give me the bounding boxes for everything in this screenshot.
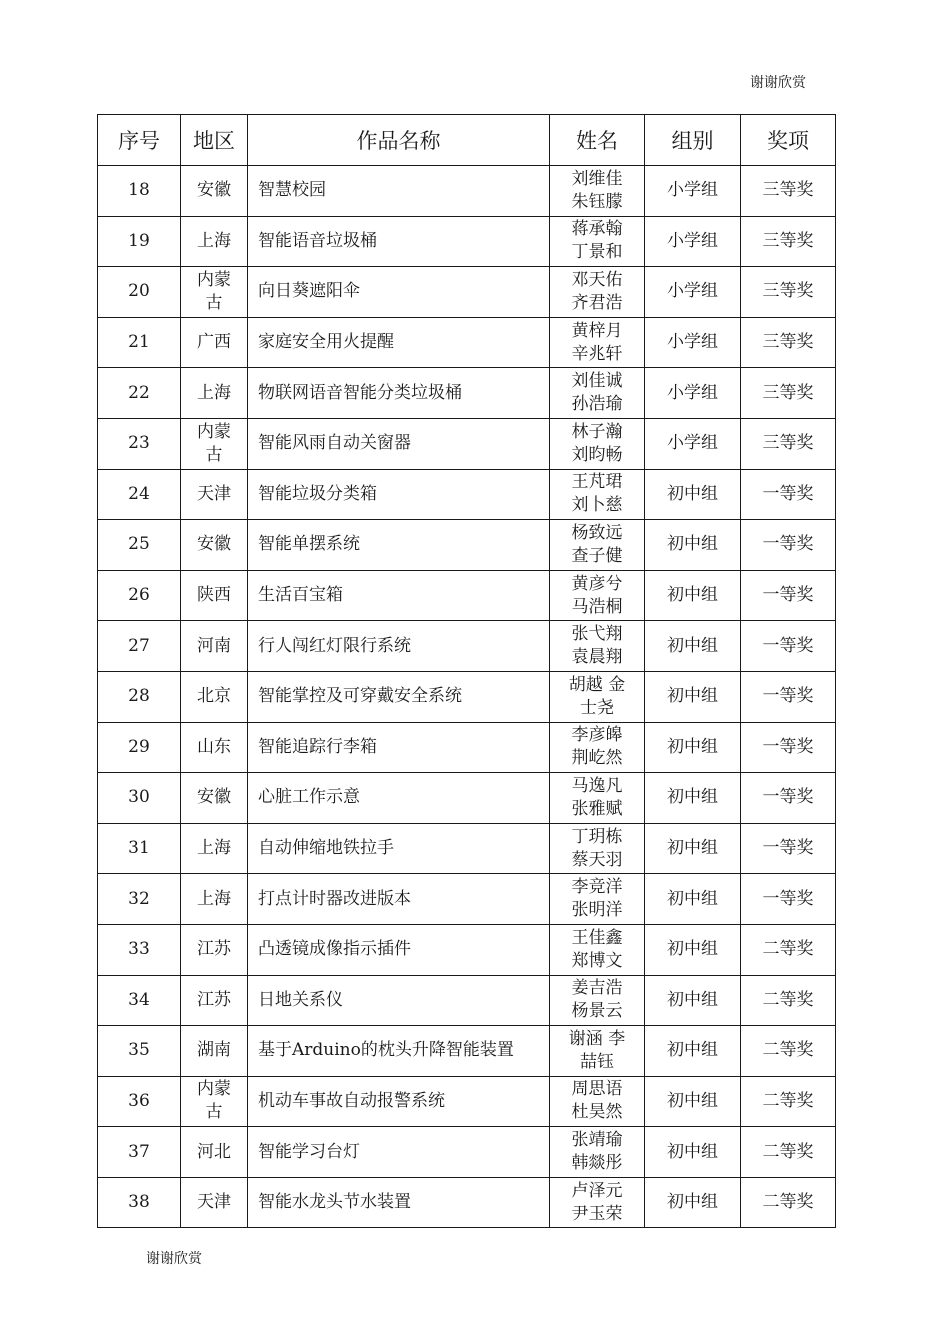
cell-group bbox=[645, 317, 741, 368]
cell-student-name bbox=[550, 1076, 645, 1127]
header-award: 奖项 bbox=[741, 115, 836, 166]
table-row bbox=[98, 216, 836, 267]
cell-index bbox=[98, 621, 181, 672]
cell-group bbox=[645, 773, 741, 824]
cell-index bbox=[98, 874, 181, 925]
table-row bbox=[98, 621, 836, 672]
cell-region-text: 江苏 bbox=[197, 939, 231, 960]
cell-region bbox=[181, 216, 248, 267]
cell-work-name-text: 智能追踪行李箱 bbox=[258, 736, 377, 757]
cell-group bbox=[645, 368, 741, 419]
cell-region bbox=[181, 267, 248, 318]
cell-student-name-text: 王芃珺刘卜慈 bbox=[571, 472, 623, 516]
table-row bbox=[98, 671, 836, 722]
cell-work-name bbox=[248, 520, 550, 571]
table-row bbox=[98, 924, 836, 975]
cell-region-text: 上海 bbox=[197, 838, 231, 859]
cell-region bbox=[181, 166, 248, 217]
cell-student-name-text: 卢泽元尹玉荣 bbox=[571, 1180, 623, 1224]
cell-award-text: 一等奖 bbox=[762, 838, 814, 859]
cell-award bbox=[741, 317, 836, 368]
cell-region bbox=[181, 722, 248, 773]
cell-work-name bbox=[248, 1076, 550, 1127]
cell-group bbox=[645, 722, 741, 773]
cell-award bbox=[741, 671, 836, 722]
cell-work-name-text: 智能语音垃圾桶 bbox=[258, 230, 377, 251]
cell-region-text: 天津 bbox=[197, 483, 231, 504]
cell-award bbox=[741, 216, 836, 267]
cell-index bbox=[98, 823, 181, 874]
cell-work-name bbox=[248, 1026, 550, 1077]
header-row bbox=[98, 115, 836, 166]
cell-region bbox=[181, 520, 248, 571]
cell-award bbox=[741, 874, 836, 925]
cell-group-text: 小学组 bbox=[667, 433, 718, 454]
cell-work-name-text: 打点计时器改进版本 bbox=[258, 888, 411, 909]
cell-group bbox=[645, 874, 741, 925]
cell-student-name bbox=[550, 520, 645, 571]
cell-student-name bbox=[550, 924, 645, 975]
cell-group bbox=[645, 671, 741, 722]
cell-award-text: 三等奖 bbox=[762, 433, 814, 454]
cell-group-text: 初中组 bbox=[667, 686, 718, 707]
cell-index bbox=[98, 166, 181, 217]
cell-work-name-text: 智能风雨自动关窗器 bbox=[258, 433, 411, 454]
cell-region bbox=[181, 1076, 248, 1127]
cell-index bbox=[98, 317, 181, 368]
cell-work-name-text: 机动车事故自动报警系统 bbox=[258, 1090, 445, 1111]
cell-student-name bbox=[550, 722, 645, 773]
cell-group bbox=[645, 469, 741, 520]
cell-group-text: 初中组 bbox=[667, 888, 718, 909]
cell-student-name-text: 谢涵 李喆钰 bbox=[568, 1028, 626, 1072]
cell-award bbox=[741, 267, 836, 318]
cell-student-name-text: 蒋承翰丁景和 bbox=[571, 219, 623, 263]
cell-student-name bbox=[550, 671, 645, 722]
cell-work-name bbox=[248, 621, 550, 672]
cell-region-text: 安徽 bbox=[197, 534, 231, 555]
cell-region-text: 北京 bbox=[197, 686, 231, 707]
cell-student-name-text: 黄彦兮马浩桐 bbox=[571, 573, 623, 617]
cell-award-text: 一等奖 bbox=[762, 787, 814, 808]
cell-index-text: 19 bbox=[128, 230, 150, 251]
cell-student-name bbox=[550, 874, 645, 925]
cell-award-text: 二等奖 bbox=[762, 939, 814, 960]
table-row bbox=[98, 520, 836, 571]
cell-group bbox=[645, 1177, 741, 1228]
cell-student-name-text: 李竞洋张明洋 bbox=[571, 877, 623, 921]
cell-student-name bbox=[550, 1177, 645, 1228]
cell-work-name bbox=[248, 924, 550, 975]
cell-award bbox=[741, 368, 836, 419]
cell-award-text: 二等奖 bbox=[762, 1141, 814, 1162]
cell-index bbox=[98, 1177, 181, 1228]
cell-region bbox=[181, 1026, 248, 1077]
cell-student-name-text: 马逸凡张雅赋 bbox=[571, 775, 623, 819]
cell-award bbox=[741, 469, 836, 520]
table-row bbox=[98, 570, 836, 621]
cell-work-name-text: 智能掌控及可穿戴安全系统 bbox=[258, 686, 462, 707]
cell-work-name-text: 心脏工作示意 bbox=[258, 787, 360, 808]
cell-award bbox=[741, 1076, 836, 1127]
cell-index-text: 20 bbox=[128, 281, 150, 302]
cell-work-name-text: 行人闯红灯限行系统 bbox=[258, 635, 411, 656]
cell-group-text: 小学组 bbox=[667, 332, 718, 353]
cell-index bbox=[98, 267, 181, 318]
cell-student-name-text: 丁玥栋蔡天羽 bbox=[571, 826, 623, 870]
cell-award-text: 一等奖 bbox=[762, 585, 814, 606]
cell-index-text: 31 bbox=[128, 838, 150, 859]
cell-index bbox=[98, 924, 181, 975]
cell-group bbox=[645, 166, 741, 217]
cell-group bbox=[645, 975, 741, 1026]
cell-index-text: 32 bbox=[128, 888, 150, 909]
cell-group bbox=[645, 621, 741, 672]
cell-student-name-text: 刘佳诚孙浩瑜 bbox=[571, 371, 623, 415]
page-footer-note: 谢谢欣赏 bbox=[146, 1251, 202, 1267]
cell-group bbox=[645, 418, 741, 469]
cell-award bbox=[741, 570, 836, 621]
cell-student-name bbox=[550, 267, 645, 318]
cell-student-name bbox=[550, 469, 645, 520]
cell-group-text: 小学组 bbox=[667, 180, 718, 201]
cell-student-name bbox=[550, 418, 645, 469]
cell-group bbox=[645, 520, 741, 571]
cell-award bbox=[741, 1026, 836, 1077]
cell-index bbox=[98, 975, 181, 1026]
cell-work-name bbox=[248, 773, 550, 824]
cell-region bbox=[181, 368, 248, 419]
table-row bbox=[98, 1026, 836, 1077]
cell-award bbox=[741, 722, 836, 773]
cell-region-text: 安徽 bbox=[197, 180, 231, 201]
cell-award bbox=[741, 773, 836, 824]
cell-index bbox=[98, 1127, 181, 1178]
cell-award-text: 一等奖 bbox=[762, 635, 814, 656]
cell-award-text: 一等奖 bbox=[762, 888, 814, 909]
cell-index bbox=[98, 469, 181, 520]
cell-group-text: 初中组 bbox=[667, 635, 718, 656]
cell-group-text: 初中组 bbox=[667, 585, 718, 606]
cell-work-name bbox=[248, 469, 550, 520]
cell-group-text: 初中组 bbox=[667, 1090, 718, 1111]
cell-work-name bbox=[248, 216, 550, 267]
table-row bbox=[98, 1177, 836, 1228]
cell-index bbox=[98, 216, 181, 267]
cell-student-name-text: 张弋翔袁晨翔 bbox=[571, 624, 623, 668]
cell-region-text: 广西 bbox=[197, 332, 231, 353]
cell-group-text: 初中组 bbox=[667, 1141, 718, 1162]
cell-region-text: 内蒙古 bbox=[197, 1079, 231, 1123]
cell-student-name-text: 张靖瑜韩燚彤 bbox=[571, 1130, 623, 1174]
cell-group-text: 小学组 bbox=[667, 382, 718, 403]
cell-work-name-text: 向日葵遮阳伞 bbox=[258, 281, 360, 302]
cell-student-name-text: 王佳鑫郑博文 bbox=[571, 927, 623, 971]
cell-index-text: 33 bbox=[128, 939, 150, 960]
cell-award-text: 一等奖 bbox=[762, 534, 814, 555]
cell-award-text: 三等奖 bbox=[762, 230, 814, 251]
cell-work-name bbox=[248, 368, 550, 419]
cell-index bbox=[98, 418, 181, 469]
cell-work-name bbox=[248, 1177, 550, 1228]
cell-award bbox=[741, 975, 836, 1026]
cell-award-text: 二等奖 bbox=[762, 1192, 814, 1213]
cell-group bbox=[645, 267, 741, 318]
cell-student-name-text: 刘维佳朱钰朦 bbox=[571, 168, 623, 212]
cell-group-text: 初中组 bbox=[667, 1192, 718, 1213]
cell-index bbox=[98, 368, 181, 419]
cell-group-text: 初中组 bbox=[667, 787, 718, 808]
cell-index bbox=[98, 773, 181, 824]
cell-group-text: 小学组 bbox=[667, 230, 718, 251]
header-index: 序号 bbox=[98, 115, 181, 166]
cell-group-text: 初中组 bbox=[667, 939, 718, 960]
cell-group-text: 初中组 bbox=[667, 736, 718, 757]
cell-award bbox=[741, 1127, 836, 1178]
table-row bbox=[98, 1127, 836, 1178]
cell-award bbox=[741, 924, 836, 975]
cell-work-name-text: 智能垃圾分类箱 bbox=[258, 483, 377, 504]
cell-work-name bbox=[248, 418, 550, 469]
cell-index bbox=[98, 520, 181, 571]
cell-index-text: 29 bbox=[128, 736, 150, 757]
cell-award bbox=[741, 166, 836, 217]
cell-index-text: 24 bbox=[128, 483, 150, 504]
cell-work-name-text: 自动伸缩地铁拉手 bbox=[258, 838, 394, 859]
cell-index bbox=[98, 671, 181, 722]
cell-index-text: 26 bbox=[128, 585, 150, 606]
cell-work-name bbox=[248, 166, 550, 217]
cell-award-text: 三等奖 bbox=[762, 281, 814, 302]
cell-student-name bbox=[550, 975, 645, 1026]
cell-region bbox=[181, 317, 248, 368]
cell-region bbox=[181, 418, 248, 469]
cell-group bbox=[645, 924, 741, 975]
cell-award-text: 三等奖 bbox=[762, 332, 814, 353]
cell-region-text: 内蒙古 bbox=[197, 269, 231, 313]
cell-award bbox=[741, 418, 836, 469]
cell-region bbox=[181, 671, 248, 722]
cell-award bbox=[741, 823, 836, 874]
cell-group bbox=[645, 1026, 741, 1077]
cell-student-name-text: 杨致远查子健 bbox=[571, 522, 623, 566]
cell-region-text: 陕西 bbox=[197, 585, 231, 606]
cell-group bbox=[645, 1076, 741, 1127]
cell-work-name bbox=[248, 975, 550, 1026]
cell-index-text: 35 bbox=[128, 1040, 150, 1061]
cell-group-text: 初中组 bbox=[667, 838, 718, 859]
cell-index-text: 38 bbox=[128, 1192, 150, 1213]
cell-index-text: 25 bbox=[128, 534, 150, 555]
table-row bbox=[98, 1076, 836, 1127]
table-row bbox=[98, 317, 836, 368]
cell-student-name-text: 周思语杜昊然 bbox=[571, 1079, 623, 1123]
cell-group bbox=[645, 216, 741, 267]
cell-work-name-text: 基于Arduino的枕头升降智能装置 bbox=[258, 1040, 514, 1061]
cell-region bbox=[181, 621, 248, 672]
cell-award bbox=[741, 520, 836, 571]
cell-student-name bbox=[550, 621, 645, 672]
cell-group-text: 初中组 bbox=[667, 483, 718, 504]
cell-region-text: 安徽 bbox=[197, 787, 231, 808]
cell-index bbox=[98, 722, 181, 773]
cell-work-name bbox=[248, 874, 550, 925]
cell-student-name bbox=[550, 773, 645, 824]
cell-region bbox=[181, 570, 248, 621]
cell-award-text: 二等奖 bbox=[762, 989, 814, 1010]
cell-award bbox=[741, 621, 836, 672]
cell-index-text: 37 bbox=[128, 1141, 150, 1162]
awards-table bbox=[97, 114, 836, 1228]
cell-work-name bbox=[248, 671, 550, 722]
page-header-note: 谢谢欣赏 bbox=[750, 75, 806, 91]
header-group: 组别 bbox=[645, 115, 741, 166]
cell-award-text: 一等奖 bbox=[762, 686, 814, 707]
cell-student-name-text: 姜吉浩杨景云 bbox=[571, 978, 623, 1022]
cell-student-name bbox=[550, 823, 645, 874]
cell-group bbox=[645, 570, 741, 621]
cell-region-text: 湖南 bbox=[197, 1040, 231, 1061]
cell-region bbox=[181, 469, 248, 520]
cell-award-text: 一等奖 bbox=[762, 483, 814, 504]
cell-award-text: 三等奖 bbox=[762, 180, 814, 201]
cell-student-name-text: 李彦皞荆屹然 bbox=[571, 725, 623, 769]
cell-region-text: 山东 bbox=[197, 736, 231, 757]
cell-work-name-text: 凸透镜成像指示插件 bbox=[258, 939, 411, 960]
cell-student-name-text: 黄梓月辛兆轩 bbox=[571, 320, 623, 364]
cell-index-text: 18 bbox=[128, 180, 150, 201]
cell-student-name bbox=[550, 570, 645, 621]
cell-index bbox=[98, 570, 181, 621]
cell-work-name-text: 智能学习台灯 bbox=[258, 1141, 360, 1162]
table-row bbox=[98, 368, 836, 419]
cell-work-name-text: 物联网语音智能分类垃圾桶 bbox=[258, 382, 462, 403]
cell-index bbox=[98, 1026, 181, 1077]
table-row bbox=[98, 166, 836, 217]
cell-index-text: 34 bbox=[128, 989, 150, 1010]
cell-student-name bbox=[550, 368, 645, 419]
cell-student-name bbox=[550, 216, 645, 267]
cell-work-name bbox=[248, 317, 550, 368]
table-body bbox=[98, 166, 836, 1228]
header-work-name: 作品名称 bbox=[248, 115, 550, 166]
cell-student-name bbox=[550, 1127, 645, 1178]
cell-work-name-text: 生活百宝箱 bbox=[258, 585, 343, 606]
table-row bbox=[98, 267, 836, 318]
cell-index bbox=[98, 1076, 181, 1127]
cell-work-name-text: 智能单摆系统 bbox=[258, 534, 360, 555]
header-student-name: 姓名 bbox=[550, 115, 645, 166]
cell-student-name-text: 林子瀚刘昀畅 bbox=[571, 421, 623, 465]
cell-work-name bbox=[248, 267, 550, 318]
cell-region bbox=[181, 975, 248, 1026]
cell-work-name-text: 家庭安全用火提醒 bbox=[258, 332, 394, 353]
cell-award-text: 三等奖 bbox=[762, 382, 814, 403]
cell-region bbox=[181, 773, 248, 824]
cell-work-name bbox=[248, 1127, 550, 1178]
cell-region-text: 上海 bbox=[197, 382, 231, 403]
table-header bbox=[98, 115, 836, 166]
cell-work-name bbox=[248, 823, 550, 874]
cell-student-name-text: 胡越 金士尧 bbox=[568, 674, 626, 718]
cell-region bbox=[181, 924, 248, 975]
cell-index-text: 22 bbox=[128, 382, 150, 403]
cell-region-text: 上海 bbox=[197, 888, 231, 909]
cell-work-name-text: 日地关系仪 bbox=[258, 989, 343, 1010]
cell-work-name-text: 智能水龙头节水装置 bbox=[258, 1192, 411, 1213]
cell-region-text: 河南 bbox=[197, 635, 231, 656]
cell-index-text: 27 bbox=[128, 635, 150, 656]
cell-group-text: 小学组 bbox=[667, 281, 718, 302]
cell-group-text: 初中组 bbox=[667, 1040, 718, 1061]
table-row bbox=[98, 823, 836, 874]
cell-index-text: 36 bbox=[128, 1090, 150, 1111]
cell-student-name bbox=[550, 1026, 645, 1077]
table-row bbox=[98, 469, 836, 520]
cell-region-text: 江苏 bbox=[197, 989, 231, 1010]
cell-region bbox=[181, 1127, 248, 1178]
cell-work-name-text: 智慧校园 bbox=[258, 180, 326, 201]
cell-award-text: 二等奖 bbox=[762, 1090, 814, 1111]
table-row bbox=[98, 773, 836, 824]
cell-group-text: 初中组 bbox=[667, 534, 718, 555]
cell-award bbox=[741, 1177, 836, 1228]
cell-group bbox=[645, 823, 741, 874]
cell-student-name bbox=[550, 317, 645, 368]
cell-award-text: 一等奖 bbox=[762, 736, 814, 757]
cell-work-name bbox=[248, 570, 550, 621]
cell-region-text: 内蒙古 bbox=[197, 421, 231, 465]
cell-work-name bbox=[248, 722, 550, 773]
table-row bbox=[98, 418, 836, 469]
cell-student-name bbox=[550, 166, 645, 217]
table-row bbox=[98, 975, 836, 1026]
cell-award-text: 二等奖 bbox=[762, 1040, 814, 1061]
cell-region bbox=[181, 823, 248, 874]
table-row bbox=[98, 722, 836, 773]
cell-group bbox=[645, 1127, 741, 1178]
cell-group-text: 初中组 bbox=[667, 989, 718, 1010]
header-region: 地区 bbox=[181, 115, 248, 166]
table-row bbox=[98, 874, 836, 925]
cell-student-name-text: 邓天佑齐君浩 bbox=[571, 269, 623, 313]
cell-region bbox=[181, 874, 248, 925]
cell-index-text: 28 bbox=[128, 686, 150, 707]
cell-region-text: 上海 bbox=[197, 230, 231, 251]
cell-region-text: 天津 bbox=[197, 1192, 231, 1213]
cell-region-text: 河北 bbox=[197, 1141, 231, 1162]
cell-index-text: 21 bbox=[128, 332, 150, 353]
cell-index-text: 23 bbox=[128, 433, 150, 454]
cell-index-text: 30 bbox=[128, 787, 150, 808]
cell-region bbox=[181, 1177, 248, 1228]
